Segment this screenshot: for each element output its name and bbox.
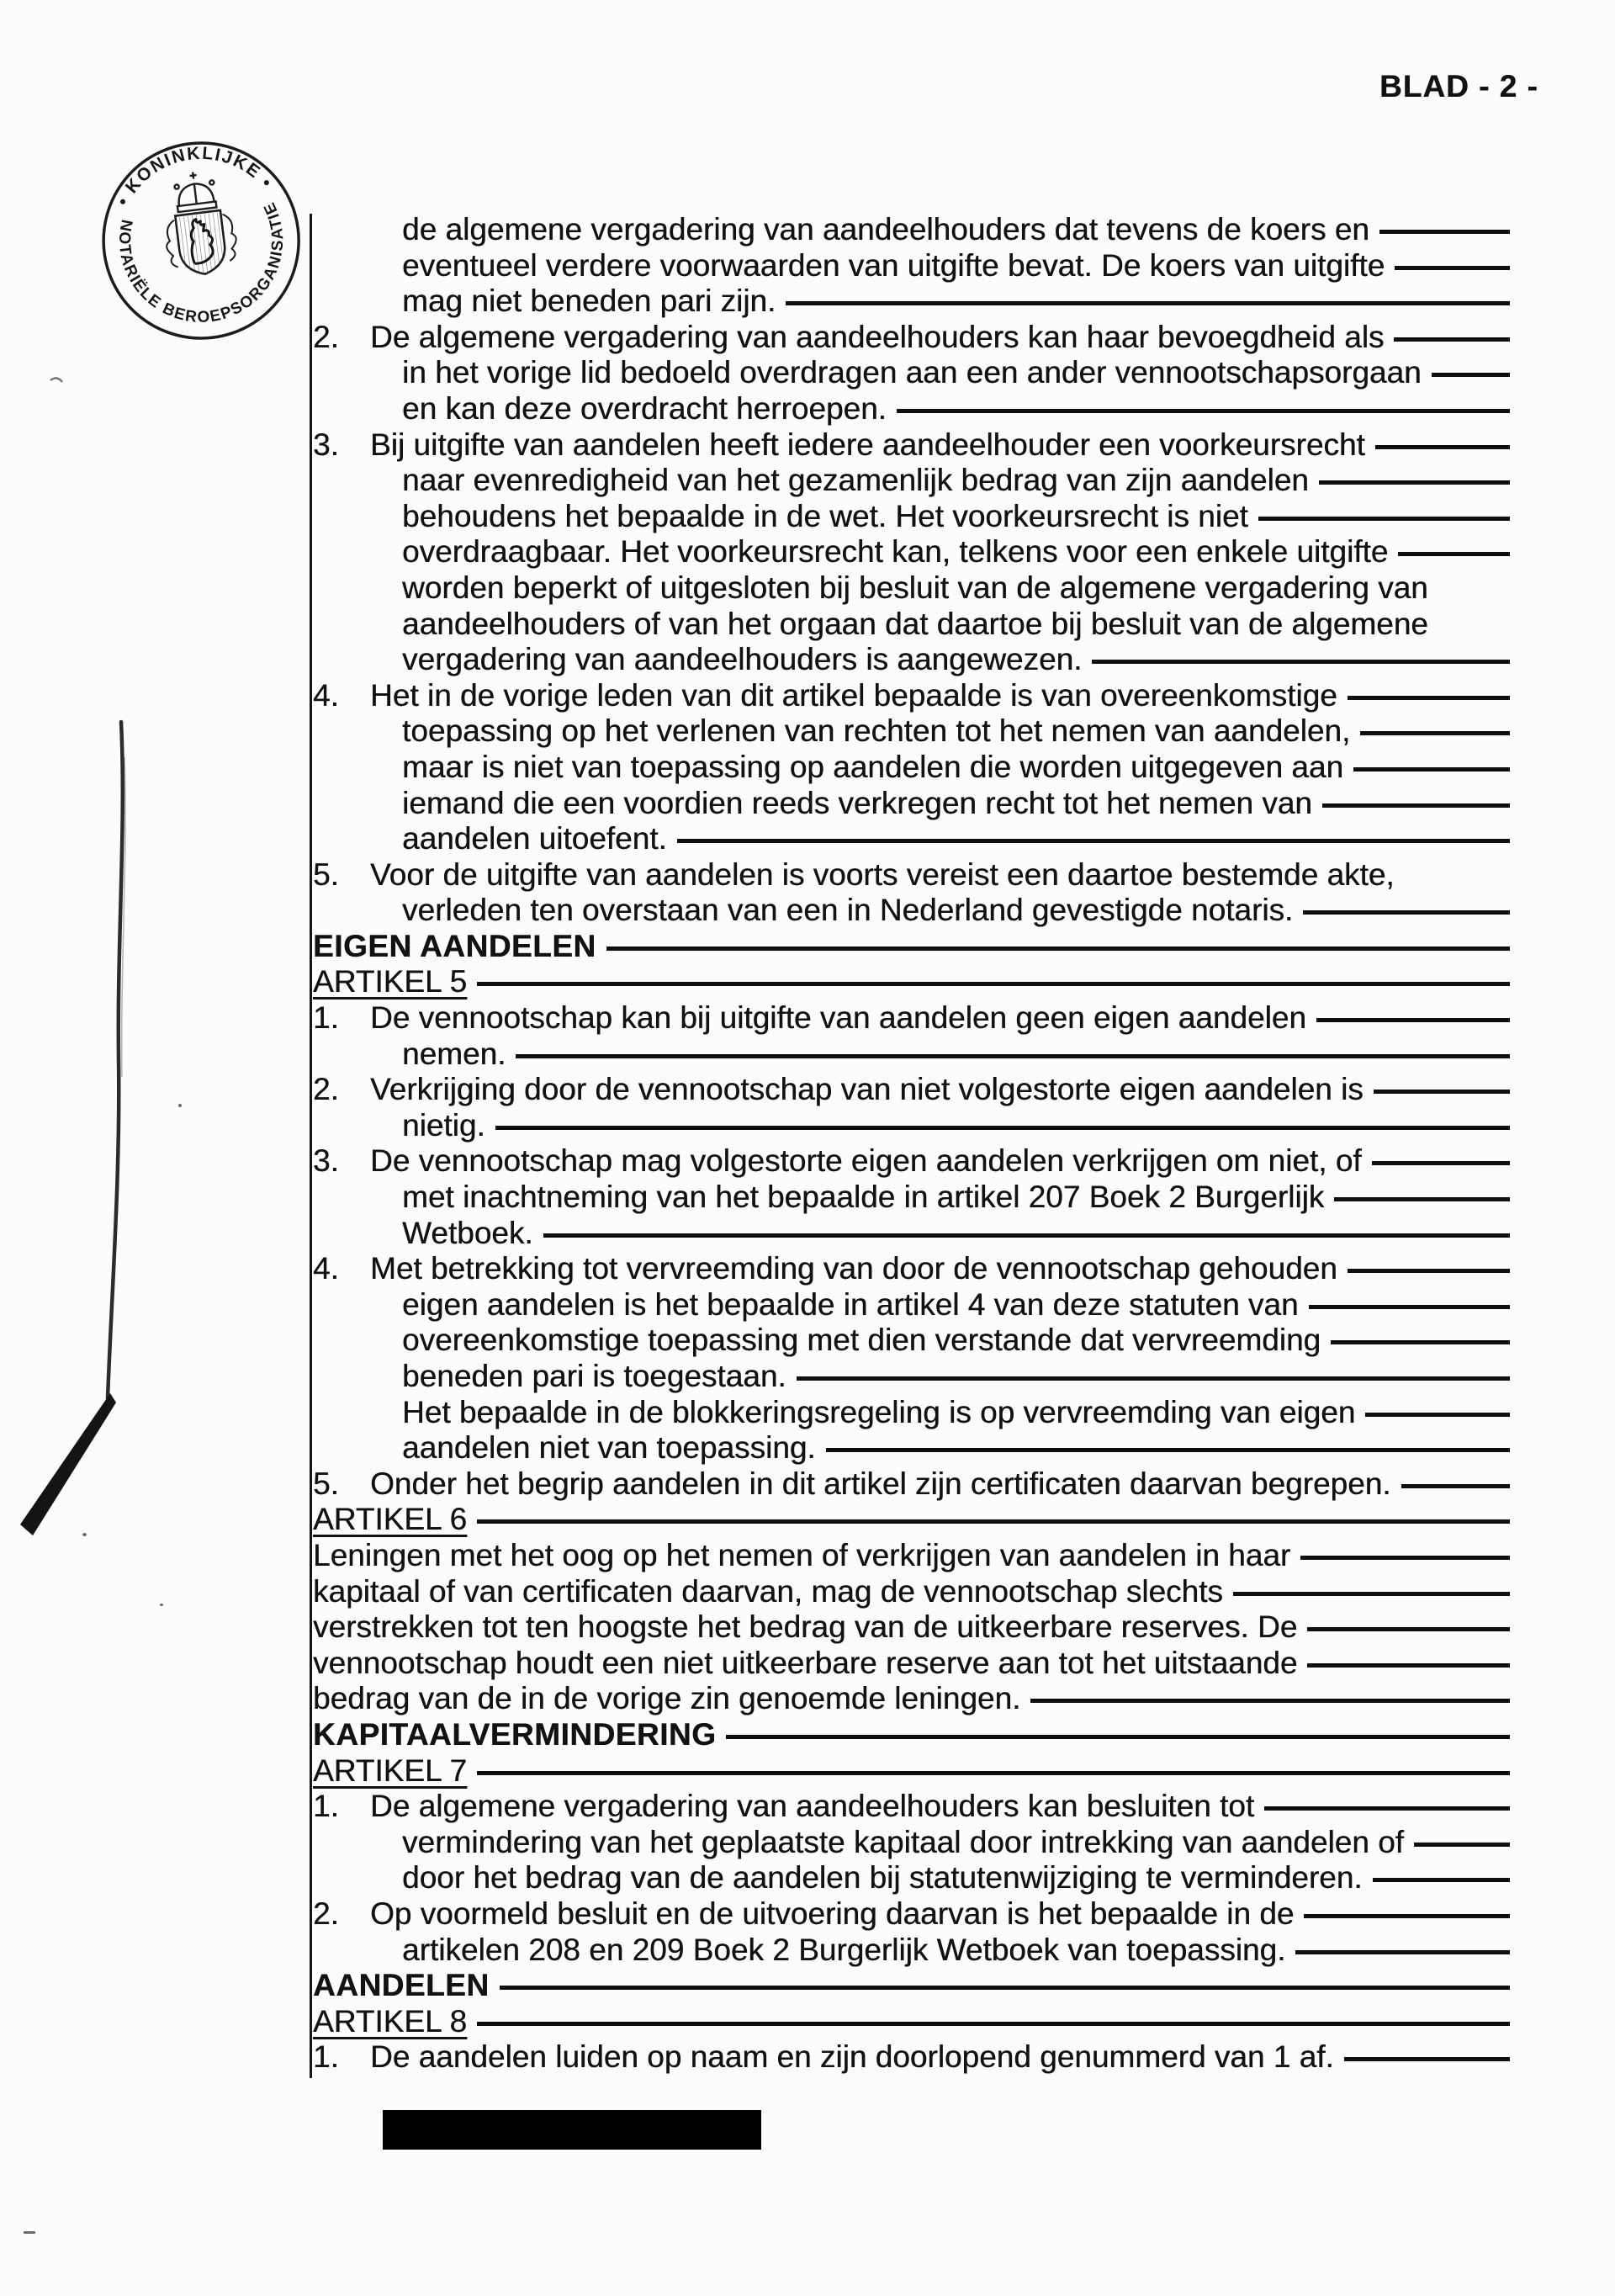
doc-line-text: Onder het begrip aandelen in dit artikel zijn certificaten daarvan begrepen. [370,1466,1391,1501]
dash-filler-rule [1295,1950,1510,1954]
dash-filler-rule [677,839,1510,843]
doc-line-text: De aandelen luiden op naam en zijn doorlopend genummerd van 1 af. [370,2039,1334,2075]
dash-filler-rule [1300,1556,1510,1560]
seal-top-text: • KONINKLIJKE • [113,143,278,209]
dash-filler-rule [1316,1018,1510,1022]
doc-line [313,678,1510,714]
doc-line-text: in het vorige lid bedoeld overdragen aan een ander vennootschapsorgaan [402,355,1422,390]
page-number-header: BLAD - 2 - [1379,69,1538,103]
doc-line [313,534,1510,570]
list-number: 3. [313,1143,339,1179]
list-number: 1. [313,1000,339,1036]
doc-line [313,391,1510,427]
doc-line [313,1000,1510,1037]
doc-line-text: Wetboek. [402,1215,533,1250]
list-number: 5. [313,1466,339,1501]
doc-line-text: De algemene vergadering van aandeelhouders kan haar bevoegdheid als [370,319,1385,354]
seal-crown-icon [173,170,217,212]
doc-line [313,1323,1510,1359]
doc-line-text: overdraagbaar. Het voorkeursrecht kan, telkens voor een enkele uitgifte [402,534,1389,570]
seal-bottom-text: NOTARIËLE BEROEPSORGANISATIE [114,199,288,327]
dash-filler-rule [1401,1484,1510,1488]
list-number: 1. [313,1789,339,1824]
doc-line-text: Het in de vorige leden van dit artikel bepaalde is van overeenkomstige [370,677,1337,713]
section-heading: KAPITAALVERMINDERING [313,1716,717,1752]
doc-line-text: bedrag van de in de vorige zin genoemde leningen. [313,1681,1021,1716]
dash-filler-rule [1432,373,1510,377]
dash-filler-rule [1365,1413,1510,1417]
doc-line [313,1789,1510,1825]
dash-filler-rule [826,1448,1510,1452]
list-number: 5. [313,856,339,892]
seal-shield-icon [175,210,227,277]
doc-line [313,2039,1510,2076]
doc-line-text: Met betrekking tot vervreemding van door de vennootschap gehouden [370,1251,1337,1286]
dash-filler-rule [897,409,1510,413]
doc-line [313,1037,1510,1073]
doc-line [313,355,1510,391]
doc-line [313,786,1510,822]
list-number: 2. [313,1072,339,1107]
doc-line-text: verleden ten overstaan van een in Nederland gevestigde notaris. [402,893,1294,928]
doc-line [313,1466,1510,1503]
margin-pen-stroke-diagonal [20,1393,116,1535]
doc-line [313,750,1510,786]
article-heading: ARTIKEL 8 [313,2003,468,2039]
dash-filler-rule [1331,1340,1510,1344]
dash-filler-rule [1394,337,1510,342]
doc-line-text: en kan deze overdracht herroepen. [402,390,887,426]
doc-line [313,1933,1510,1969]
doc-line [313,607,1510,643]
doc-line [313,427,1510,464]
article-heading: ARTIKEL 5 [313,964,468,1000]
doc-line [313,1538,1510,1574]
doc-line [313,642,1510,678]
section-heading: EIGEN AANDELEN [313,928,596,963]
doc-line [313,1753,1510,1790]
doc-line-text: beneden pari is toegestaan. [402,1359,786,1393]
doc-line-text: vergadering van aandeelhouders is aangewezen. [402,642,1083,677]
doc-line-text: Bij uitgifte van aandelen heeft iedere aandeelhouder een voorkeursrecht [370,427,1365,462]
document-body [313,212,1510,2076]
list-number: 4. [313,677,339,713]
list-number: 3. [313,427,339,462]
dash-filler-rule [1348,696,1510,700]
dash-filler-rule [1375,445,1510,449]
doc-line-text: aandelen niet van toepassing. [402,1430,816,1466]
doc-line [313,570,1510,607]
dash-filler-rule [1374,1090,1510,1094]
notary-seal-stamp [82,119,320,360]
doc-line-text: door het bedrag van de aandelen bij statutenwijziging te verminderen. [402,1860,1363,1896]
doc-line [313,212,1510,248]
dash-filler-rule [726,1735,1510,1739]
doc-line-text: De vennootschap mag volgestorte eigen aandelen verkrijgen om niet, of [370,1143,1362,1179]
doc-line [313,2004,1510,2040]
dash-filler-rule [500,1986,1510,1990]
dash-filler-rule [1304,1914,1510,1918]
doc-line-text: vermindering van het geplaatste kapitaal door intrekking van aandelen of [402,1824,1404,1859]
doc-line [313,1251,1510,1287]
dash-filler-rule [1322,803,1510,808]
list-number: 4. [313,1251,339,1286]
list-number: 2. [313,1896,339,1931]
dash-filler-rule [1092,660,1510,664]
dash-filler-rule [1373,1878,1510,1882]
dash-filler-rule [1344,2057,1510,2061]
doc-line [313,857,1510,893]
seal-graphic [82,119,320,360]
doc-line-text: nietig. [402,1107,485,1143]
doc-line [313,929,1510,965]
article-heading: ARTIKEL 7 [313,1752,468,1788]
doc-line-text: met inachtneming van het bepaalde in artikel 207 Boek 2 Burgerlijk [402,1180,1325,1215]
doc-line [313,1502,1510,1538]
scan-speck [82,1533,87,1536]
dash-filler-rule [477,982,1510,986]
doc-line [313,1646,1510,1682]
doc-line-text: toepassing op het verlenen van rechten tot het nemen van aandelen, [402,713,1351,749]
doc-line-text: De vennootschap kan bij uitgifte van aandelen geen eigen aandelen [370,1000,1306,1036]
doc-line [313,248,1510,284]
dash-filler-rule [543,1233,1510,1238]
doc-line [313,1072,1510,1108]
list-number: 2. [313,319,339,354]
doc-line [313,1860,1510,1896]
doc-line-text: aandeelhouders of van het orgaan dat daartoe bij besluit van de algemene [402,606,1428,641]
doc-line-text: Voor de uitgifte van aandelen is voorts vereist een daartoe bestemde akte, [370,856,1395,892]
doc-line [313,964,1510,1000]
doc-line-text: eigen aandelen is het bepaalde in artikel 4 van deze statuten van [402,1286,1299,1322]
scan-speck [160,1604,163,1606]
doc-line-text: naar evenredigheid van het gezamenlijk bedrag van zijn aandelen [402,463,1309,498]
dash-filler-rule [1379,230,1510,234]
doc-line [313,1180,1510,1216]
doc-line-text: Verkrijging door de vennootschap van niet volgestorte eigen aandelen is [370,1072,1363,1107]
dash-filler-rule [1334,1197,1510,1201]
dash-filler-rule [495,1126,1510,1130]
dash-filler-rule [1372,1161,1510,1165]
dash-filler-rule [1030,1699,1510,1703]
doc-line [313,1359,1510,1395]
dash-filler-rule [477,1519,1510,1524]
redaction-bar [383,2110,761,2150]
dash-filler-rule [1414,1843,1510,1847]
margin-pen-line-vertical [108,722,123,1398]
dash-filler-rule [1348,1269,1510,1273]
doc-line-text: aandelen uitoefent. [402,821,667,856]
doc-line-text: De algemene vergadering van aandeelhouders kan besluiten tot [370,1789,1255,1824]
doc-line-text: mag niet beneden pari zijn. [402,284,776,319]
article-heading: ARTIKEL 6 [313,1502,468,1537]
dash-filler-rule [786,301,1510,305]
doc-line-text: maar is niet van toepassing op aandelen die worden uitgegeven aan [402,749,1344,784]
doc-line-text: artikelen 208 en 209 Boek 2 Burgerlijk Wetboek van toepassing. [402,1932,1286,1967]
doc-line-text: worden beperkt of uitgesloten bij besluit van de algemene vergadering van [402,570,1428,605]
doc-line-text: Het bepaalde in de blokkeringsregeling is op vervreemding van eigen [402,1394,1356,1429]
dash-filler-rule [1303,910,1510,915]
doc-line [313,1108,1510,1144]
dash-filler-rule [1360,731,1510,735]
doc-line [313,1717,1510,1753]
doc-line-text: verstrekken tot ten hoogste het bedrag van de uitkeerbare reserves. De [313,1609,1298,1645]
doc-line [313,1287,1510,1323]
doc-line [313,1143,1510,1180]
dash-filler-rule [1307,1627,1510,1631]
doc-line [313,1609,1510,1646]
doc-line-text: nemen. [402,1036,506,1071]
doc-line-text: kapitaal of van certificaten daarvan, mag de vennootschap slechts [313,1573,1223,1609]
doc-line-text: Op voormeld besluit en de uitvoering daarvan is het bepaalde in de [370,1896,1295,1931]
scan-speck [178,1104,182,1107]
dash-filler-rule [516,1054,1510,1058]
dash-filler-rule [1319,480,1510,485]
doc-line-text: behoudens het bepaalde in de wet. Het voorkeursrecht is niet [402,498,1248,533]
dash-filler-rule [477,2022,1510,2026]
doc-line [313,499,1510,535]
margin-mark-small [50,378,62,382]
doc-line [313,463,1510,499]
doc-line [313,1825,1510,1861]
dash-filler-rule [1307,1663,1510,1668]
doc-line [313,1430,1510,1466]
doc-line-text: overeenkomstige toepassing met dien verstande dat vervreemding [402,1323,1321,1358]
doc-line [313,821,1510,857]
dash-filler-rule [1309,1305,1510,1309]
doc-line [313,713,1510,750]
doc-line [313,1574,1510,1610]
doc-line [313,1216,1510,1252]
scan-speck [24,2231,35,2234]
doc-line [313,320,1510,356]
section-heading: AANDELEN [313,1968,490,2003]
dash-filler-rule [1258,517,1510,521]
dash-filler-rule [1353,767,1510,772]
margin-pen-line-ghost [122,757,125,1077]
dash-filler-rule [797,1376,1510,1381]
doc-line [313,893,1510,929]
doc-line-text: de algemene vergadering van aandeelhouders dat tevens de koers en [402,212,1369,247]
doc-line [313,1968,1510,2004]
dash-filler-rule [477,1771,1510,1775]
text-block-left-rule [310,214,312,2078]
dash-filler-rule [606,947,1510,951]
doc-line [313,1681,1510,1717]
dash-filler-rule [1395,266,1510,270]
list-number: 1. [313,2039,339,2075]
dash-filler-rule [1398,552,1510,556]
doc-line-text: iemand die een voordien reeds verkregen recht tot het nemen van [402,785,1312,820]
doc-line-text: eventueel verdere voorwaarden van uitgifte bevat. De koers van uitgifte [402,247,1385,283]
doc-line [313,1896,1510,1933]
doc-line [313,284,1510,320]
doc-line-text: vennootschap houdt een niet uitkeerbare reserve aan tot het uitstaande [313,1645,1298,1680]
doc-line-text: Leningen met het oog op het nemen of verkrijgen van aandelen in haar [313,1537,1291,1572]
dash-filler-rule [1233,1592,1510,1596]
doc-line [313,1395,1510,1431]
dash-filler-rule [1264,1806,1510,1811]
